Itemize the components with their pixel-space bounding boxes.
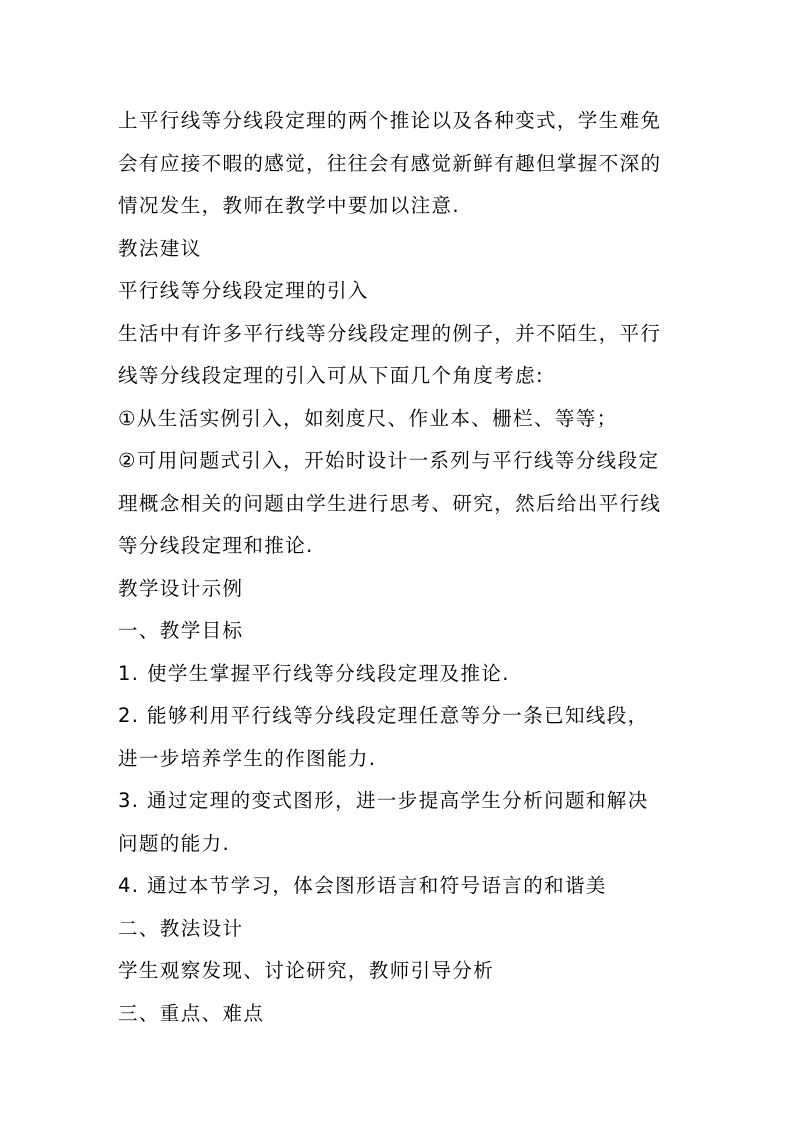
document-body [118, 100, 678, 1035]
list-item: 4. 通过本节学习，体会图形语言和符号语言的和谐美 [118, 874, 607, 897]
paragraph-line: 理概念相关的问题由学生进行思考、研究，然后给出平行线 [118, 491, 662, 515]
paragraph-line: 情况发生，教师在教学中要加以注意. [118, 194, 460, 217]
list-item: 2. 能够利用平行线等分线段定理任意等分一条已知线段， [118, 704, 649, 727]
paragraph-line: 上平行线等分线段定理的两个推论以及各种变式，学生难免 [118, 109, 662, 132]
list-item: 1. 使学生掌握平行线等分线段定理及推论. [118, 661, 510, 685]
paragraph-line: 等分线段定理和推论. [118, 534, 314, 557]
section-heading: 一、教学目标 [118, 619, 244, 642]
paragraph-line: 线等分线段定理的引入可从下面几个角度考虑: [118, 364, 544, 387]
paragraph-line: 进一步培养学生的作图能力. [118, 746, 377, 770]
section-heading: 三、重点、难点 [118, 1001, 265, 1025]
paragraph-line: 问题的能力. [118, 831, 231, 855]
subsection-heading: 平行线等分线段定理的引入 [118, 279, 369, 302]
section-heading: 教学设计示例 [118, 576, 244, 600]
list-item: 3. 通过定理的变式图形，进一步提高学生分析问题和解决 [118, 789, 649, 812]
paragraph-line: 会有应接不暇的感觉，往往会有感觉新鲜有趣但掌握不深的 [118, 151, 662, 175]
list-item: ②可用问题式引入，开始时设计一系列与平行线等分线段定 [118, 449, 660, 472]
paragraph-line: 学生观察发现、讨论研究，教师引导分析 [118, 959, 495, 982]
paragraph-line: 生活中有许多平行线等分线段定理的例子，并不陌生，平行 [118, 321, 662, 345]
list-item: ①从生活实例引入，如刻度尺、作业本、栅栏、等等； [118, 406, 618, 430]
section-heading: 教法建议 [118, 236, 202, 260]
section-heading: 二、教法设计 [118, 916, 244, 940]
